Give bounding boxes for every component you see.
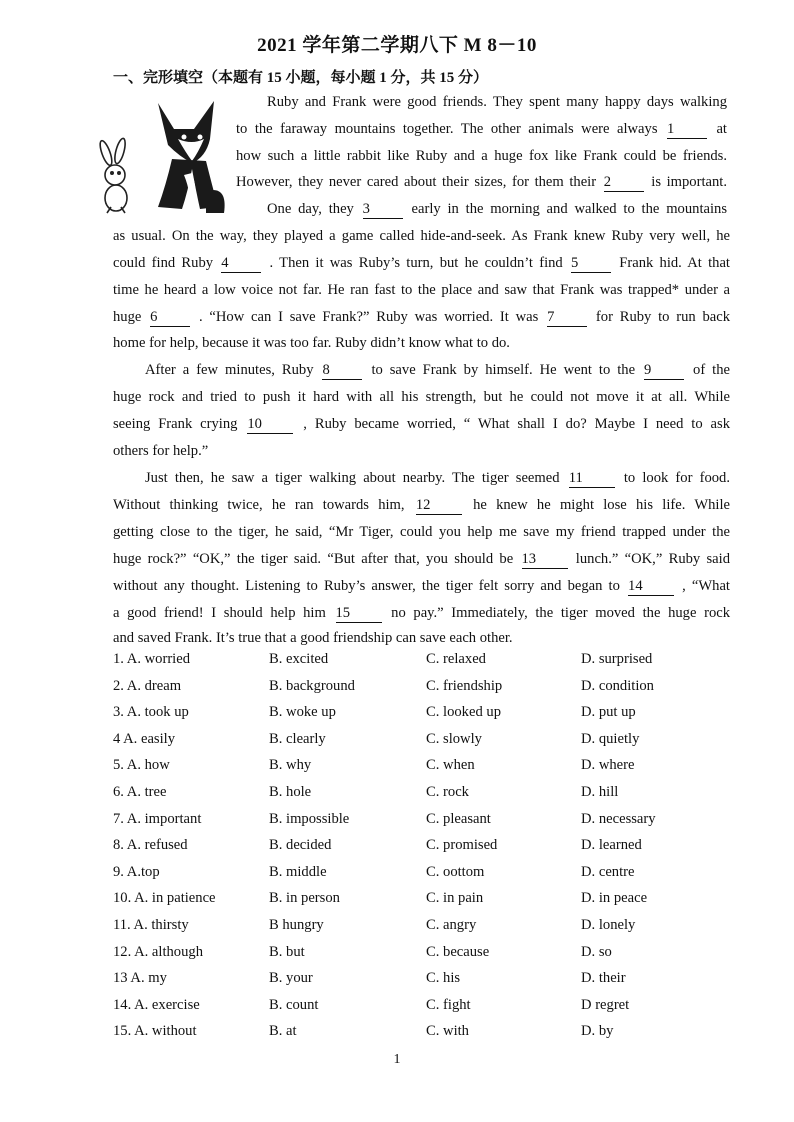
- option-a[interactable]: 7. A. important: [113, 810, 202, 827]
- answer-blank[interactable]: 11: [569, 470, 615, 488]
- option-c[interactable]: C. rock: [426, 784, 469, 800]
- option-b[interactable]: B. in person: [269, 890, 340, 907]
- option-d[interactable]: D. put up: [581, 704, 636, 721]
- option-d[interactable]: D. their: [581, 970, 626, 987]
- answer-blank[interactable]: 1: [667, 121, 707, 139]
- passage-text: and saved Frank. It’s true that a good friendship can save each other.: [113, 630, 513, 646]
- option-d[interactable]: D. by: [581, 1023, 614, 1040]
- option-d[interactable]: D. where: [581, 757, 635, 774]
- passage-text: without any thought. Listening to Ruby’s answer, the tiger felt sorry and began to: [113, 578, 620, 594]
- option-c[interactable]: C. pleasant: [426, 810, 491, 827]
- passage-line: [113, 600, 730, 627]
- option-d[interactable]: D. condition: [581, 677, 654, 694]
- option-a[interactable]: 6. A. tree: [113, 784, 167, 800]
- option-c[interactable]: C. oottom: [426, 863, 485, 880]
- passage-line: [236, 143, 727, 170]
- passage-text: getting close to the tiger, he said, “Mr Tiger, could you help me save my friend trapped under the: [113, 524, 730, 540]
- question-row: [113, 784, 753, 810]
- option-b[interactable]: B. at: [269, 1023, 297, 1040]
- passage-line: [113, 411, 730, 438]
- passage-text: he knew he might lose his life. While: [473, 497, 730, 513]
- passage-line: [113, 304, 730, 331]
- option-a[interactable]: 12. A. although: [113, 943, 203, 960]
- passage-text: huge: [113, 309, 142, 325]
- option-c[interactable]: C. slowly: [426, 730, 482, 747]
- passage-text: huge rock and tried to push it hard with all his strength, but he could not move it at all. While: [113, 389, 730, 405]
- option-a[interactable]: 11. A. thirsty: [113, 917, 189, 933]
- passage-text: After a few minutes, Ruby: [145, 362, 314, 378]
- passage-line: [113, 250, 730, 277]
- passage-line: [113, 277, 730, 304]
- option-a[interactable]: 10. A. in patience: [113, 890, 216, 907]
- answer-blank[interactable]: 8: [322, 362, 362, 380]
- option-b[interactable]: B. why: [269, 757, 312, 774]
- question-row: [113, 997, 753, 1023]
- page-title: 2021 学年第二学期八下 M 8－10: [257, 35, 537, 56]
- option-b[interactable]: B. decided: [269, 837, 332, 854]
- passage-text: early in the morning and walked to the mountains: [411, 201, 728, 217]
- passage-line: [113, 546, 730, 573]
- option-d[interactable]: D. hill: [581, 784, 619, 800]
- option-c[interactable]: C. angry: [426, 917, 477, 933]
- passage-line: [113, 492, 730, 519]
- answer-blank[interactable]: 13: [522, 551, 568, 569]
- option-b[interactable]: B. but: [269, 943, 305, 960]
- option-c[interactable]: C. relaxed: [426, 651, 486, 667]
- question-row: [113, 890, 753, 916]
- passage-line: [236, 116, 727, 143]
- question-row: [113, 970, 753, 996]
- passage-text: , Ruby became worried, “ What shall I do? Maybe I need to ask: [303, 416, 731, 432]
- passage-text: to look for food.: [623, 470, 730, 486]
- answer-blank[interactable]: 15: [336, 605, 382, 623]
- question-row: [113, 811, 753, 837]
- option-a[interactable]: 8. A. refused: [113, 837, 188, 854]
- passage-line: [267, 196, 727, 223]
- option-c[interactable]: C. fight: [426, 996, 471, 1013]
- option-b[interactable]: B. hole: [269, 784, 312, 800]
- passage-line: [267, 89, 727, 116]
- passage-text: Without thinking twice, he ran towards him,: [113, 497, 405, 513]
- option-d[interactable]: D regret: [581, 996, 630, 1013]
- passage-line: [113, 625, 730, 652]
- question-row: [113, 864, 753, 890]
- option-d[interactable]: D. centre: [581, 863, 635, 880]
- passage-text: Ruby and Frank were good friends. They spent many happy days walking: [267, 94, 727, 110]
- passage-text: to save Frank by himself. He went to the: [371, 362, 636, 378]
- passage-text: a good friend! I should help him: [113, 605, 326, 621]
- passage-text: Just then, he saw a tiger walking about nearby. The tiger seemed: [145, 470, 560, 486]
- section-heading: 一、完形填空（本题有 15 小题，每小题 1 分，共 15 分）: [113, 70, 489, 86]
- passage-text: could find Ruby: [113, 255, 214, 271]
- passage-line: [113, 438, 730, 465]
- option-d[interactable]: D. necessary: [581, 810, 656, 827]
- option-b[interactable]: B. background: [269, 677, 355, 694]
- question-row: [113, 944, 753, 970]
- question-row: [113, 731, 753, 757]
- option-d[interactable]: D. learned: [581, 837, 642, 854]
- option-b[interactable]: B. woke up: [269, 704, 336, 721]
- option-a[interactable]: 5. A. how: [113, 757, 170, 774]
- passage-text: Frank hid. At that: [619, 255, 730, 271]
- answer-blank[interactable]: 6: [150, 309, 190, 327]
- passage-text: at: [716, 121, 727, 137]
- option-d[interactable]: D. surprised: [581, 651, 653, 667]
- fox-icon: [158, 101, 225, 213]
- page-number: 1: [393, 1052, 401, 1067]
- option-b[interactable]: B. clearly: [269, 730, 326, 747]
- rabbit-icon: [98, 137, 127, 213]
- question-row: [113, 757, 753, 783]
- passage-text: home for help, because it was too far. Ruby didn’t know what to do.: [113, 335, 510, 351]
- option-a[interactable]: 1. A. worried: [113, 651, 191, 667]
- passage-text: time he heard a low voice not far. He ran fast to the place and saw that Frank was trapped* under a: [113, 282, 730, 298]
- answer-blank[interactable]: 3: [363, 201, 403, 219]
- passage-text: One day, they: [267, 201, 354, 217]
- passage-line: [145, 357, 730, 384]
- passage-text: huge rock?” “OK,” the tiger said. “But after that, you should be: [113, 551, 514, 567]
- passage-text: lunch.” “OK,” Ruby said: [575, 551, 731, 567]
- option-c[interactable]: C. friendship: [426, 677, 503, 694]
- passage-line: [113, 384, 730, 411]
- question-row: [113, 837, 753, 863]
- question-row: [113, 678, 753, 704]
- passage-line: [113, 519, 730, 546]
- passage-text: is important.: [651, 174, 727, 190]
- option-d[interactable]: D. quietly: [581, 730, 640, 747]
- question-row: [113, 1023, 753, 1049]
- passage-text: others for help.”: [113, 443, 209, 459]
- option-b[interactable]: B. impossible: [269, 810, 350, 827]
- passage-text: seeing Frank crying: [113, 416, 238, 432]
- passage-text: no pay.” Immediately, the tiger moved the huge rock: [391, 605, 731, 621]
- option-c[interactable]: C. his: [426, 970, 461, 987]
- passage-line: [113, 573, 730, 600]
- option-c[interactable]: C. with: [426, 1023, 469, 1040]
- passage-text: for Ruby to run back: [595, 309, 731, 325]
- passage-text: to the faraway mountains together. The other animals were always: [236, 121, 658, 137]
- answer-blank[interactable]: 5: [571, 255, 611, 273]
- answer-blank[interactable]: 10: [247, 416, 293, 434]
- option-b[interactable]: B. count: [269, 996, 319, 1013]
- passage-text: However, they never cared about their sizes, for them their: [236, 174, 597, 190]
- answer-blank[interactable]: 12: [416, 497, 462, 515]
- passage-line: [113, 330, 730, 357]
- passage-line: [145, 465, 730, 492]
- option-a[interactable]: 9. A.top: [113, 863, 160, 880]
- passage-text: , “What: [682, 578, 730, 594]
- option-c[interactable]: C. in pain: [426, 890, 484, 907]
- passage-text: as usual. On the way, they played a game called hide-and-seek. As Frank knew Ruby very well, he: [113, 228, 730, 244]
- option-a[interactable]: 4 A. easily: [113, 730, 176, 747]
- answer-blank[interactable]: 7: [547, 309, 587, 327]
- option-d[interactable]: D. lonely: [581, 917, 636, 933]
- answer-blank[interactable]: 2: [604, 174, 644, 192]
- option-a[interactable]: 14. A. exercise: [113, 996, 200, 1013]
- passage-line: [236, 169, 727, 196]
- option-b[interactable]: B. your: [269, 970, 313, 987]
- option-d[interactable]: D. in peace: [581, 890, 648, 907]
- option-a[interactable]: 13 A. my: [113, 970, 167, 987]
- answer-blank[interactable]: 4: [221, 255, 261, 273]
- answer-blank[interactable]: 14: [628, 578, 674, 596]
- option-b[interactable]: B. middle: [269, 863, 327, 880]
- option-c[interactable]: C. when: [426, 757, 475, 774]
- passage-line: [113, 223, 730, 250]
- option-a[interactable]: 2. A. dream: [113, 677, 182, 694]
- option-d[interactable]: D. so: [581, 943, 612, 960]
- option-b[interactable]: B. excited: [269, 651, 329, 667]
- answer-blank[interactable]: 9: [644, 362, 684, 380]
- option-a[interactable]: 15. A. without: [113, 1023, 197, 1040]
- option-c[interactable]: C. because: [426, 943, 490, 960]
- option-c[interactable]: C. promised: [426, 837, 498, 854]
- passage-text: . “How can I save Frank?” Ruby was worried. It was: [198, 309, 539, 325]
- question-row: [113, 704, 753, 730]
- option-c[interactable]: C. looked up: [426, 704, 501, 721]
- option-a[interactable]: 3. A. took up: [113, 704, 189, 721]
- option-b[interactable]: B hungry: [269, 917, 324, 933]
- passage-text: . Then it was Ruby’s turn, but he couldn’t find: [269, 255, 563, 271]
- question-row: [113, 651, 753, 677]
- passage-text: how such a little rabbit like Ruby and a huge fox like Frank could be friends.: [236, 148, 727, 164]
- rabbit-and-fox-illustration: [96, 95, 231, 215]
- passage-text: of the: [693, 362, 730, 378]
- question-row: [113, 917, 753, 943]
